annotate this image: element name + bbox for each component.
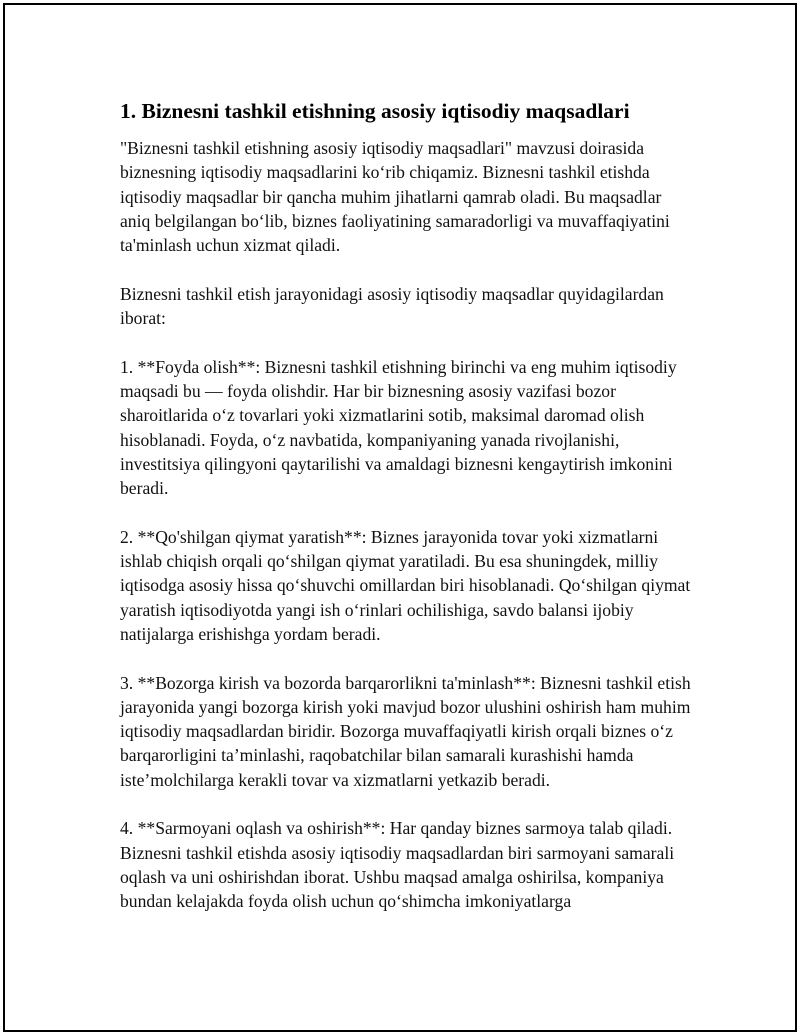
page-frame (3, 3, 797, 1032)
paragraph-item-2: 2. **Qo'shilgan qiymat yaratish**: Biznes jarayonida tovar yoki xizmatlarni ishlab chiqish orqali qo‘shilgan qiymat yaratiladi. Bu esa shuningdek, milliy iqtisodga asosiy hissa qo‘shuvchi omillardan biri hisoblanadi. Qo‘shilgan qiymat yaratish iqtisodiyotda yangi ish o‘rinlari ochilishiga, savdo balansi ijobiy natijalarga erishishga yordam beradi. (120, 526, 691, 644)
paragraph-intro: "Biznesni tashkil etishning asosiy iqtisodiy maqsadlari" mavzusi doirasida biznesning iqtisodiy maqsadlarini ko‘rib chiqamiz. Biznesni tashkil etishda iqtisodiy maqsadlar bir qancha muhim jihatlarni qamrab oladi. Bu maqsadlar aniq belgilangan bo‘lib, biznes faoliyatining samaradorligi va muvaffaqiyatini ta'minlash uchun xizmat qiladi. (120, 138, 670, 256)
paragraph-list-intro: Biznesni tashkil etish jarayonidagi asosiy iqtisodiy maqsadlar quyidagilardan iborat: (120, 283, 664, 329)
paragraph-item-4: 4. **Sarmoyani oqlash va oshirish**: Har qanday biznes sarmoya talab qiladi. Biznesni tashkil etishda asosiy iqtisodiy maqsadlardan biri sarmoyani samarali oqlash va uni oshirishdan iborat. Ushbu maqsad amalga oshirilsa, kompaniya bundan kelajakda foyda olish uchun qo‘shimcha imkoniyatlarga (120, 818, 675, 912)
section-heading: 1. Biznesni tashkil etishning asosiy iqtisodiy maqsadlari (120, 99, 630, 123)
document-body (120, 97, 695, 938)
paragraph-item-3: 3. **Bozorga kirish va bozorda barqarorlikni ta'minlash**: Biznesni tashkil etish jarayonida yangi bozorga kirish yoki mavjud bozor ulushini oshirish ham muhim iqtisodiy maqsadlardan biridir. Bozorga muvaffaqiyatli kirish orqali biznes o‘z barqarorligini ta’minlashi, raqobatchilar bilan samarali kurashishi hamda iste’molchilarga kerakli tovar va xizmatlarni yetkazib beradi. (120, 672, 691, 790)
paragraph-item-1: 1. **Foyda olish**: Biznesni tashkil etishning birinchi va eng muhim iqtisodiy maqsadi bu — foyda olishdir. Har bir biznesning asosiy vazifasi bozor sharoitlarida o‘z tovarlari yoki xizmatlarini sotib, maksimal daromad olish hisoblanadi. Foyda, o‘z navbatida, kompaniyaning yanada rivojlanishi, investitsiya qilingyoni qaytarilishi va amaldagi biznesni kengaytirish imkonini beradi. (120, 356, 677, 499)
